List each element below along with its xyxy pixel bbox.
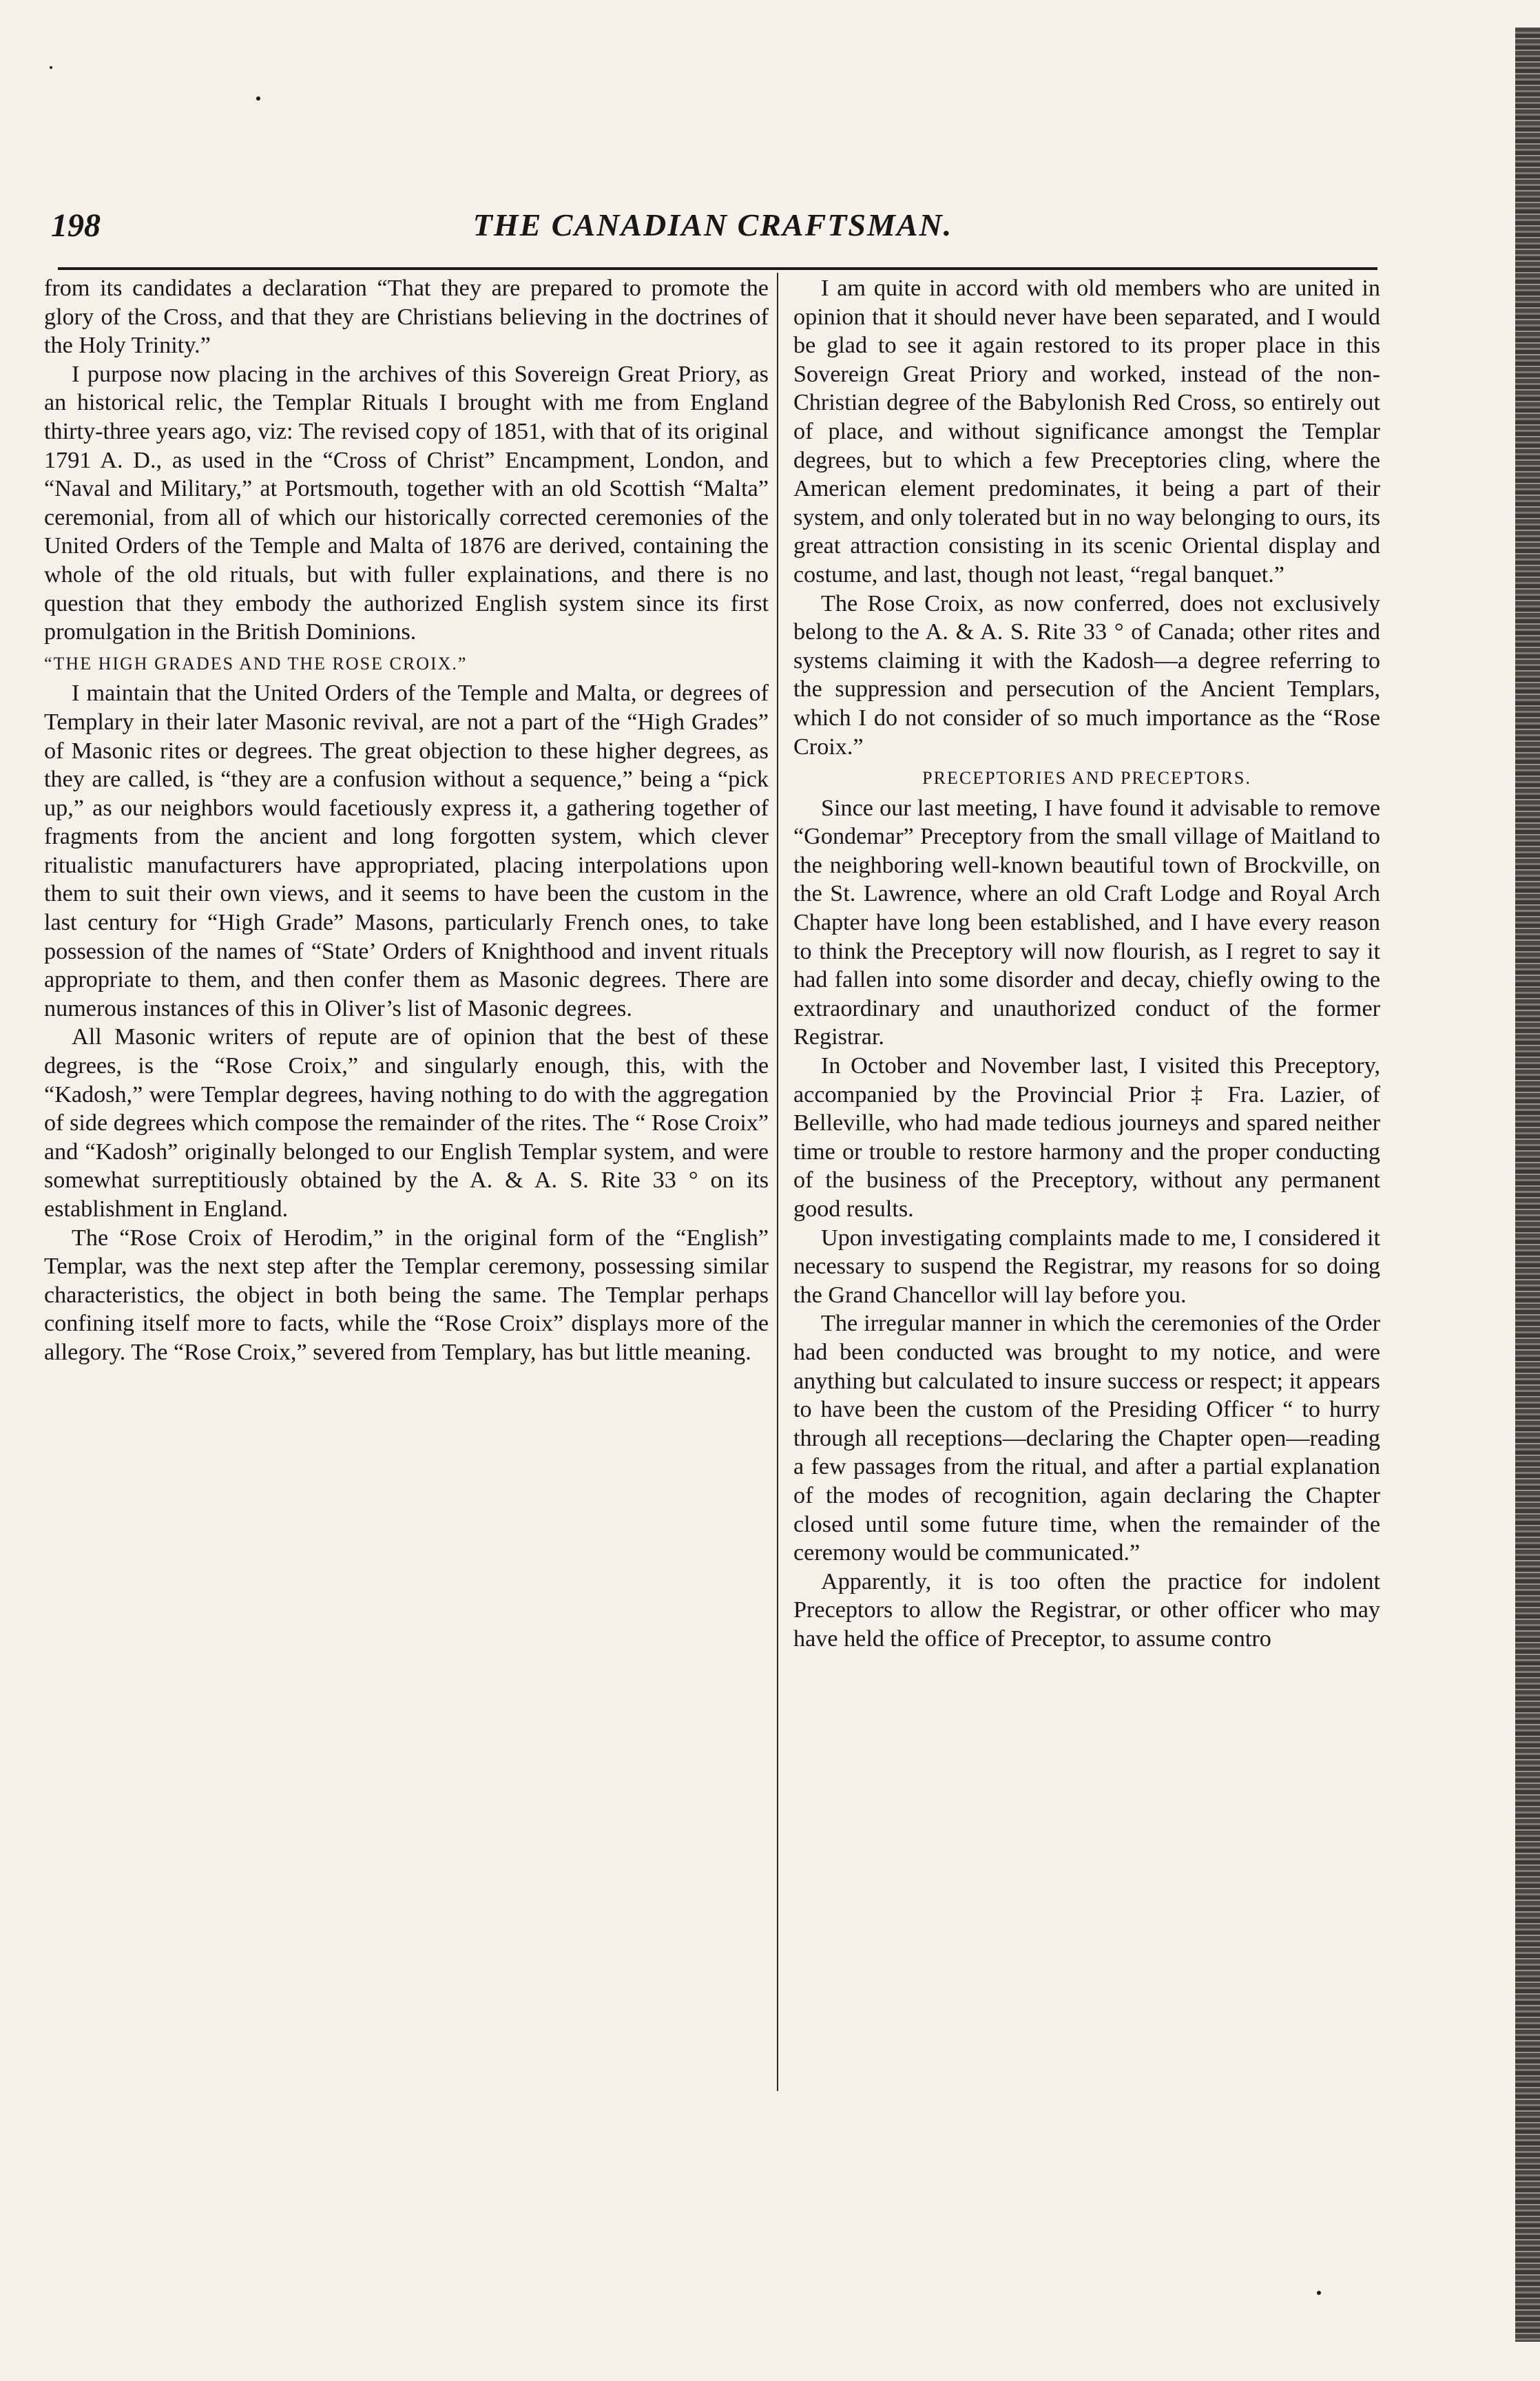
paragraph: The irregular manner in which the ceremonies of the Order had been conducted was brought to my notice, and were anything but calculated to insure success or respect; it appears to have been the custom of the Presiding Officer “ to hurry through all receptions—declaring the Chapter open—reading a few passages from the ritual, and after a partial explanation of the modes of recognition, again declaring the Chapter closed until some future time, when the remainder of the ceremony would be communicated.” bbox=[793, 1311, 1380, 1566]
left-column bbox=[44, 274, 769, 2313]
paragraph: Apparently, it is too often the practice for indolent Preceptors to allow the Registrar, or other officer who may have held the office of Preceptor, to assume contro bbox=[793, 1568, 1380, 1652]
section-subheading: PRECEPTORIES AND PRECEPTORS. bbox=[922, 768, 1251, 789]
scan-binding-edge bbox=[1515, 28, 1540, 2342]
paragraph: The “Rose Croix of Herodim,” in the original form of the “English” Templar, was the next step after the Templar ceremony, possessing similar characteristics, the object in both being the same. The Templar perhaps confining itself more to facts, while the “Rose Croix” displays more of the allegory. The “Rose Croix,” severed from Templary, has but little meaning. bbox=[44, 1225, 769, 1365]
ink-speck bbox=[256, 96, 260, 101]
paragraph: The Rose Croix, as now conferred, does not exclusively belong to the A. & A. S. Rite 33 ° of Canada; other rites and systems claiming it with the Kadosh—a degree referring to the suppression and persecution of the Ancient Templars, which I do not consider of so much importance as the “Rose Croix.” bbox=[793, 590, 1380, 760]
right-column bbox=[793, 274, 1380, 2313]
page-number: 198 bbox=[51, 207, 101, 244]
paragraph: I am quite in accord with old members who are united in opinion that it should never have been separated, and I would be glad to see it again restored to its proper place in this Sovereign Great Priory and worked, instead of the non-Christian degree of the Babylonish Red Cross, so entirely out of place, and without significance amongst the Templar degrees, but to which a few Preceptories cling, where the American element predominates, it being a part of their system, and only tolerated but in no way belonging to ours, its great attraction consisting in its scenic Oriental display and costume, and last, though not least, “regal banquet.” bbox=[793, 275, 1380, 588]
page-header bbox=[41, 207, 1384, 255]
ink-speck bbox=[50, 66, 52, 69]
paragraph: All Masonic writers of repute are of opinion that the best of these degrees, is the “Rose Croix,” and singularly enough, this, with the “Kadosh,” were Templar degrees, having nothing to do with the aggregation of side degrees which compose the remainder of the rites. The “ Rose Croix” and “Kadosh” originally belonged to our English Templar system, and were somewhat surreptitiously obtained by the A. & A. S. Rite 33 ° on its establishment in England. bbox=[44, 1024, 769, 1222]
section-subheading: “THE HIGH GRADES AND THE ROSE CROIX.” bbox=[44, 653, 468, 674]
header-rule bbox=[58, 267, 1377, 270]
ink-speck bbox=[1317, 2291, 1321, 2295]
column-divider bbox=[777, 273, 778, 2091]
paragraph: I maintain that the United Orders of the Temple and Malta, or degrees of Templary in their later Masonic revival, are not a part of the “High Grades” of Masonic rites or degrees. The great objection to these higher degrees, as they are called, is “they are a confusion without a sequence,” being a “pick up,” as our neighbors would facetiously express it, a gathering together of fragments from the ancient and long forgotten system, which clever ritualistic manufacturers have appropriated, placing interpolations upon them to suit their own views, and it seems to have been the custom in the last century for “High Grade” Masons, particularly French ones, to take possession of the names of “State’ Orders of Knighthood and invent rituals appropriate to them, and then confer them as Masonic degrees. There are numerous instances of this in Oliver’s list of Masonic degrees. bbox=[44, 680, 769, 1021]
paragraph: Upon investigating complaints made to me, I considered it necessary to suspend the Registrar, my reasons for so doing the Grand Chancellor will lay before you. bbox=[793, 1225, 1380, 1308]
paragraph: Since our last meeting, I have found it advisable to remove “Gondemar” Preceptory from the small village of Maitland to the neighboring well-known beautiful town of Brockville, on the St. Lawrence, where an old Craft Lodge and Royal Arch Chapter have long been established, and I have every reason to think the Preceptory will now flourish, as I regret to say it had fallen into some disorder and decay, chiefly owing to the extraordinary and unauthorized conduct of the former Registrar. bbox=[793, 795, 1380, 1050]
paragraph: from its candidates a declaration “That they are prepared to promote the glory of the Cross, and that they are Christians believing in the doctrines of the Holy Trinity.” bbox=[44, 275, 769, 359]
running-title: THE CANADIAN CRAFTSMAN. bbox=[472, 207, 953, 242]
paragraph: I purpose now placing in the archives of this Sovereign Great Priory, as an historical relic, the Templar Rituals I brought with me from England thirty-three years ago, viz: The revised copy of 1851, with that of its original 1791 A. D., as used in the “Cross of Christ” Encampment, London, and “Naval and Military,” at Portsmouth, together with an old Scottish “Malta” ceremonial, from all of which our historically corrected ceremonies of the United Orders of the Temple and Malta of 1876 are derived, containing the whole of the old rituals, but with fuller explainations, and there is no question that they embody the authorized English system since its first promulgation in the British Dominions. bbox=[44, 361, 769, 645]
paragraph: In October and November last, I visited this Preceptory, accompanied by the Provincial Prior ‡ Fra. Lazier, of Belleville, who had made tedious journeys and spared neither time or trouble to restore harmony and the proper conducting of the business of the Preceptory, without any permanent good results. bbox=[793, 1053, 1380, 1222]
